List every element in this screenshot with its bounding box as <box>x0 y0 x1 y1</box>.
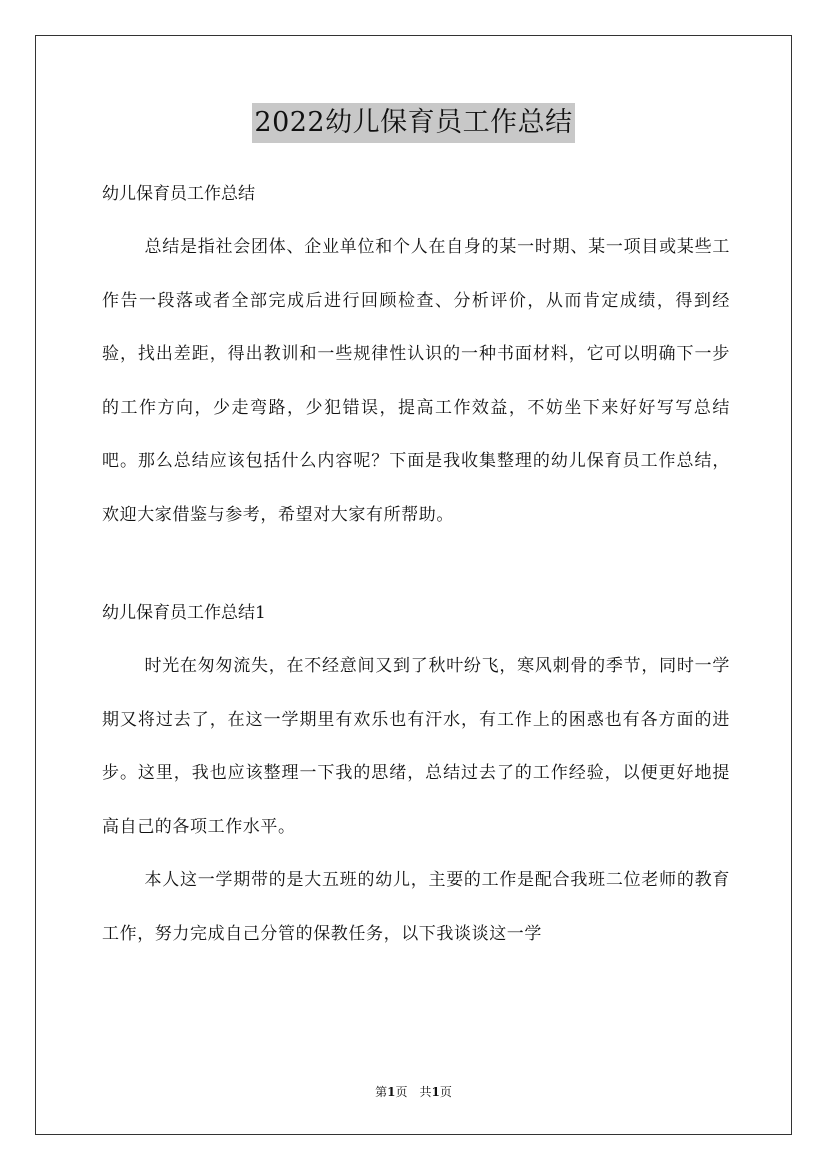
page-total: 1 <box>431 1085 440 1099</box>
document-title: 2022幼儿保育员工作总结 <box>252 103 574 143</box>
intro-heading: 幼儿保育员工作总结 <box>102 184 255 204</box>
title-container <box>0 103 827 143</box>
intro-paragraph: 总结是指社会团体、企业单位和个人在自身的某一时期、某一项目或某些工作告一段落或者全部完成后进行回顾检查、分析评价，从而肯定成绩，得到经验，找出差距，得出教训和一些规律性认识的一种书面材料，它可以明确下一步的工作方向，少走弯路，少犯错误，提高工作效益，不妨坐下来好好写写总结吧。那么总结应该包括什么内容呢？下面是我收集整理的幼儿保育员工作总结，欢迎大家借鉴与参考，希望对大家有所帮助。 <box>102 237 730 525</box>
page-mid: 页 <box>395 1085 408 1099</box>
section1-paragraph-2: 本人这一学期带的是大五班的幼儿，主要的工作是配合我班二位老师的教育工作，努力完成自己分管的保教任务，以下我谈谈这一学 <box>102 870 730 944</box>
total-suffix: 页 <box>439 1085 452 1099</box>
section1-heading: 幼儿保育员工作总结1 <box>102 603 266 623</box>
page-footer <box>0 1084 827 1100</box>
page-number: 1 <box>387 1085 396 1099</box>
section1-paragraph-1: 时光在匆匆流失，在不经意间又到了秋叶纷飞，寒风刺骨的季节，同时一学期又将过去了，在这一学期里有欢乐也有汗水，有工作上的困惑也有各方面的进步。这里，我也应该整理一下我的思绪，总结过去了的工作经验，以便更好地提高自己的各项工作水平。 <box>102 656 730 837</box>
page-prefix: 第 <box>375 1085 388 1099</box>
total-prefix: 共 <box>419 1085 432 1099</box>
document-body <box>102 167 730 961</box>
